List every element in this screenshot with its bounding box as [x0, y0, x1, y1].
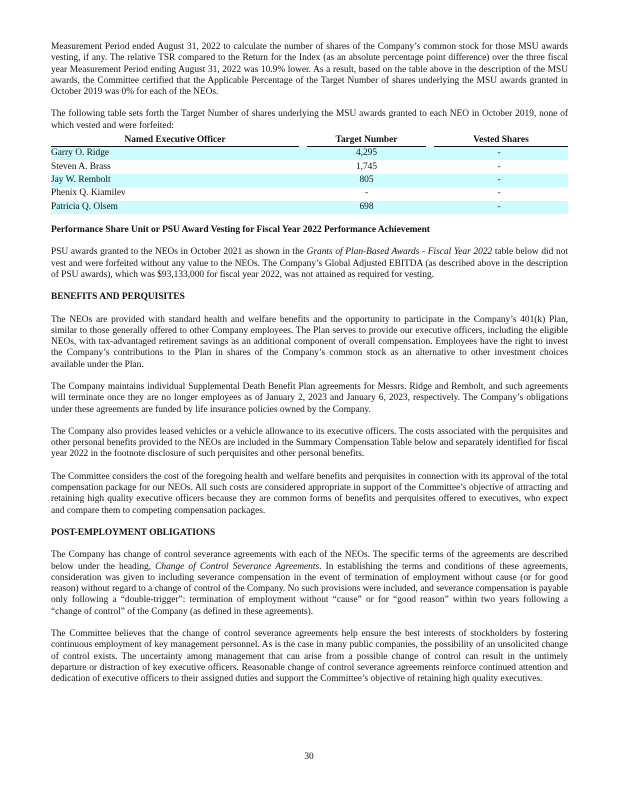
- table-row: [51, 174, 568, 187]
- page-number: 30: [304, 752, 314, 762]
- vested-shares: -: [430, 201, 568, 214]
- benefits-paragraph: The NEOs are provided with standard health and welfare benefits and the opportunity to participate in the Company’s 401(k) Plan, similar to those generally offered to other Company employees. The Plan serves to provide our executive officers, including the eligible NEOs, with tax-advantaged retirement savings as an additional component of overall compensation. Employees have the right to invest the Company’s contributions to the Plan in shares of the Company’s common stock as an alternative to other investment choices available under the Plan.: [51, 314, 568, 370]
- target-number: 4,295: [303, 147, 430, 160]
- psu-paragraph: PSU awards granted to the NEOs in October 2021 as shown in the Grants of Plan-Based Awards - Fiscal Year 2022 table below did not vest and were forfeited without any value to the NEOs. The Company’s Global Adjusted EBITDA (as described above in the description of PSU awards), which was $93,133,000 for fiscal year 2022, was not attained as required for vesting.: [51, 247, 569, 280]
- vested-shares: -: [430, 147, 568, 160]
- grants-table-reference: Grants of Plan-Based Awards - Fiscal Year 2022: [306, 247, 493, 258]
- table-row: [51, 201, 568, 214]
- benefits-section-heading: BENEFITS AND PERQUISITES: [51, 292, 185, 303]
- vested-shares: -: [497, 161, 501, 172]
- benefits-paragraph: The Committee considers the cost of the foregoing health and welfare benefits and perquisites in connection with its approval of the total compensation package for our NEOs. All such costs are considered appropriate in support of the Committee’s objective of attracting and retaining high quality executive officers because they are common forms of benefits and perquisites offered to executives, who expect and compare them to competing compensation packages.: [51, 471, 568, 516]
- table-row: [51, 147, 568, 160]
- vested-shares: -: [497, 188, 501, 199]
- officer-name: Garry O. Ridge: [51, 147, 303, 160]
- table-intro-paragraph: The following table sets forth the Target Number of shares underlying the MSU awards granted to each NEO in October 2019, none of which vested and were forfeited:: [51, 109, 568, 131]
- post-employment-section-heading: POST-EMPLOYMENT OBLIGATIONS: [51, 527, 216, 538]
- post-employment-paragraph: The Company has change of control severance agreements with each of the NEOs. The specific terms of the agreements are described below under the heading, Change of Control Severance Agreements. In establishing the terms and conditions of these agreements, consideration was given to including severance compensation in the event of termination of employment without cause (or for good reason) without regard to a change of control of the Company. No such provisions were included, and severance compensation is payable only following a “double-trigger”: termination of employment without “cause” or for “good reason” within two years following a “change of control” of the Company (as defined in these agreements).: [51, 550, 568, 617]
- officer-name: Phenix Q. Kiamilev: [51, 188, 126, 199]
- benefits-paragraph: The Company maintains individual Supplemental Death Benefit Plan agreements for Messrs. Ridge and Rembolt, and such agreements will terminate once they are no longer employees as of January 2, 2023 and January 6, 2023, respectively. The Company’s obligations under these agreements are funded by life insurance policies owned by the Company.: [51, 382, 568, 415]
- severance-agreements-reference: Change of Control Severance Agreements: [155, 561, 320, 572]
- target-number: -: [364, 188, 369, 199]
- officer-name: Jay W. Rembolt: [51, 174, 303, 187]
- table-header-row: [51, 135, 568, 147]
- header-vested-shares: Vested Shares: [430, 135, 568, 147]
- header-target-number: Target Number: [303, 135, 430, 147]
- target-number: 698: [303, 201, 430, 214]
- officer-name: Steven A. Brass: [51, 161, 111, 172]
- target-number: 805: [303, 174, 430, 187]
- post-employment-paragraph: The Committee believes that the change of control severance agreements help ensure the best interests of stockholders by fostering continuous employment of key management personnel. As is the case in many public companies, the possibility of an unsolicited change of control exists. The uncertainty among management that can arise from a possible change of control can result in the untimely departure or distraction of key executive officers. Reasonable change of control severance agreements reinforce continued attention and dedication of executive officers to their assigned duties and support the Committee’s objective of retaining high quality executives.: [51, 629, 568, 685]
- vested-shares: -: [430, 174, 568, 187]
- benefits-paragraph: The Company also provides leased vehicles or a vehicle allowance to its executive officers. The costs associated with the perquisites and other personal benefits provided to the NEOs are included in the Summary Compensation Table below and separately identified for fiscal year 2022 in the footnote disclosure of such perquisites and other personal benefits.: [51, 426, 568, 460]
- psu-section-heading: Performance Share Unit or PSU Award Vesting for Fiscal Year 2022 Performance Achievement: [51, 225, 430, 236]
- target-number: 1,745: [355, 161, 378, 172]
- table-row: [51, 187, 568, 200]
- officer-name: Patricia Q. Olsem: [51, 201, 303, 214]
- header-named-executive-officer: Named Executive Officer: [51, 135, 303, 147]
- intro-paragraph: Measurement Period ended August 31, 2022 to calculate the number of shares of the Company’s common stock for those MSU awards vesting, if any. The relative TSR compared to the Return for the Index (as an absolute percentage point difference) over the three fiscal year Measurement Period ending August 31, 2022 was 10.9% lower. As a result, based on the table above in the description of the MSU awards, the Committee certified that the Applicable Percentage of the Target Number of shares underlying the MSU awards granted in October 2019 was 0% for each of the NEOs.: [51, 42, 568, 98]
- table-row: [51, 160, 568, 173]
- msu-awards-table: [51, 135, 568, 214]
- document-page: [51, 42, 568, 686]
